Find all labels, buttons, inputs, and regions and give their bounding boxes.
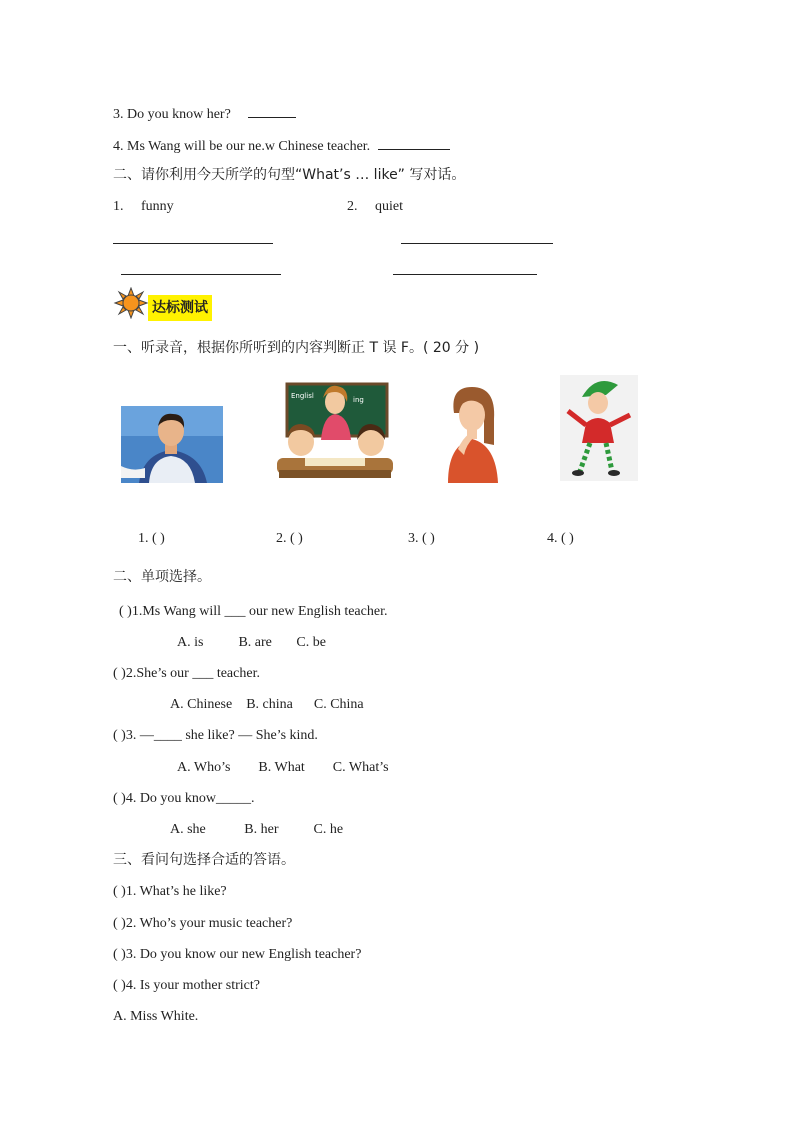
section-2-title: 二、请你利用今天所学的句型“What’s … like” 写对话。 <box>113 167 466 183</box>
choice-options-2: A. Chinese B. china C. China <box>170 697 364 712</box>
question-4: 4. Ms Wang will be our ne.w Chinese teacher. <box>113 135 450 156</box>
answer-slot-3[interactable]: 3. ( ) <box>408 531 435 546</box>
question-3: 3. Do you know her? <box>113 103 296 124</box>
writing-line[interactable] <box>121 274 281 275</box>
choice-question-4[interactable]: ( )4. Do you know_____. <box>113 791 255 806</box>
part-2-title: 二、单项选择。 <box>113 569 211 585</box>
choice-options-3: A. Who’s B. What C. What’s <box>177 760 389 775</box>
svg-text:ing: ing <box>353 396 364 404</box>
answer-slot-1[interactable]: 1. ( ) <box>138 531 165 546</box>
answer-blank[interactable] <box>248 103 296 118</box>
match-question-1[interactable]: ( )1. What’s he like? <box>113 884 227 899</box>
part-1-title: 一、听录音，根据你所听到的内容判断正 T 误 F。( 20 分 ) <box>113 340 480 356</box>
dialogue-item-2: 2. quiet <box>347 199 403 214</box>
writing-line[interactable] <box>393 274 537 275</box>
match-question-3[interactable]: ( )3. Do you know our new English teacher? <box>113 947 362 962</box>
choice-options-1: A. is B. are C. be <box>177 635 326 650</box>
choice-question-3[interactable]: ( )3. —____ she like? — She’s kind. <box>113 728 318 743</box>
test-section-label: 达标测试 <box>148 295 212 321</box>
svg-text:Englisl: Englisl <box>291 392 314 400</box>
answer-slot-4[interactable]: 4. ( ) <box>547 531 574 546</box>
teacher-children-picture <box>271 380 399 482</box>
elf-picture <box>560 375 638 481</box>
writing-line[interactable] <box>401 243 553 244</box>
answer-slot-2[interactable]: 2. ( ) <box>276 531 303 546</box>
choice-options-4: A. she B. her C. he <box>170 822 344 837</box>
writing-line[interactable] <box>113 243 273 244</box>
answer-option-a: A. Miss White. <box>113 1009 199 1024</box>
match-question-2[interactable]: ( )2. Who’s your music teacher? <box>113 916 293 931</box>
dialogue-item-1: 1. funny <box>113 199 174 214</box>
man-picture <box>121 406 223 483</box>
choice-question-1[interactable]: ( )1.Ms Wang will ___ our new English teacher. <box>119 604 388 619</box>
match-question-4[interactable]: ( )4. Is your mother strict? <box>113 978 260 993</box>
woman-picture <box>440 383 504 483</box>
sun-icon <box>113 287 149 324</box>
part-3-title: 三、看问句选择合适的答语。 <box>113 852 295 868</box>
choice-question-2[interactable]: ( )2.She’s our ___ teacher. <box>113 666 260 681</box>
answer-blank[interactable] <box>378 135 450 150</box>
